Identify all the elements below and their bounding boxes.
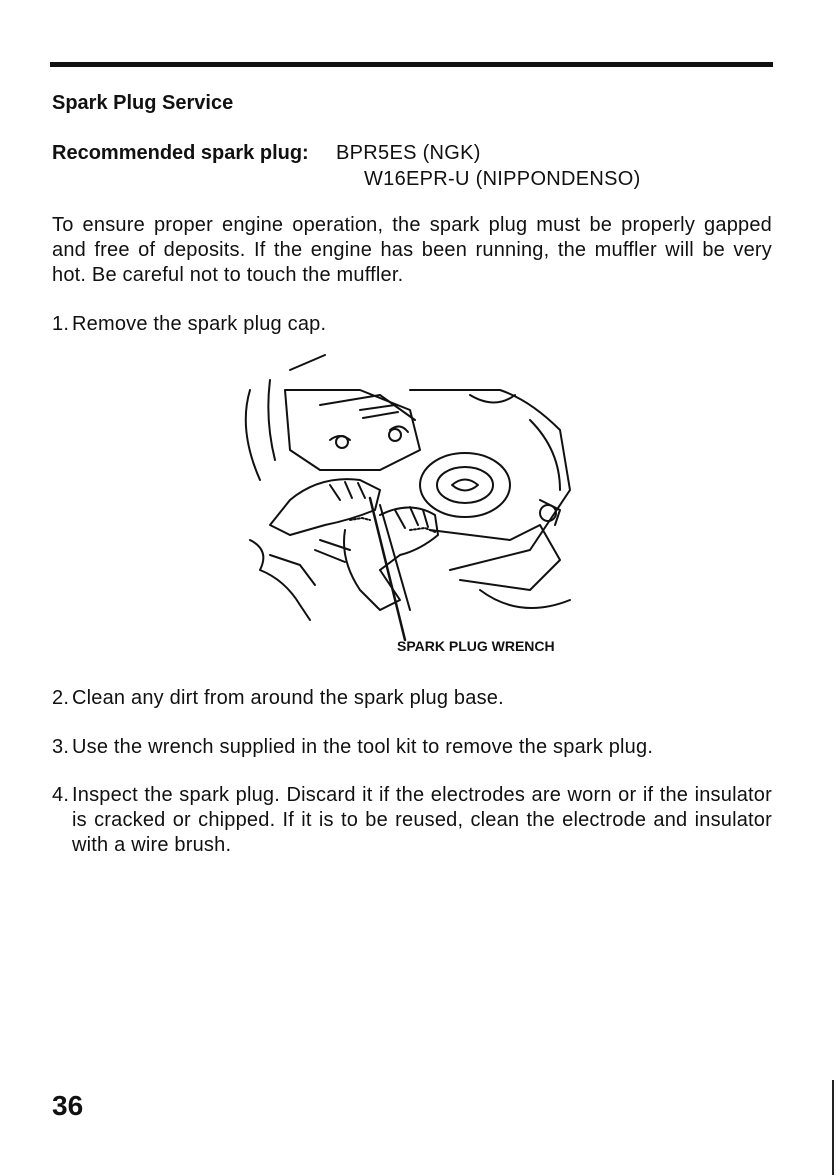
- page-number: 36: [52, 1090, 84, 1121]
- step-text: Clean any dirt from around the spark plug base.: [72, 687, 504, 709]
- top-rule: [50, 62, 773, 67]
- step-number: 1.: [52, 313, 70, 335]
- step-text: Remove the spark plug cap.: [72, 313, 327, 335]
- intro-paragraph: To ensure proper engine operation, the spark plug must be properly gapped and free of deposits. If the engine has been running, the muffler will be very hot. Be careful not to touch the muffler.: [52, 214, 772, 286]
- recommended-plug-label: Recommended spark plug:: [52, 142, 309, 164]
- step-3: [52, 735, 653, 760]
- scan-edge-line: [832, 1080, 834, 1175]
- step-text: Use the wrench supplied in the tool kit to remove the spark plug.: [72, 736, 654, 758]
- step-number: 3.: [52, 736, 70, 758]
- step-number: 2.: [52, 687, 70, 709]
- recommended-plug-ngk: BPR5ES (NGK): [336, 142, 481, 164]
- spark-plug-removal-illustration: [230, 350, 590, 650]
- step-2: [52, 686, 504, 711]
- step-text: Inspect the spark plug. Discard it if the electrodes are worn or if the insulator is cracked or chipped. If it is to be reused, clean the electrode and insulator with a wire brush.: [72, 784, 772, 856]
- recommended-plug-nippondenso: W16EPR-U (NIPPONDENSO): [364, 168, 641, 190]
- step-number: 4.: [52, 784, 70, 806]
- figure-caption: SPARK PLUG WRENCH: [397, 638, 555, 654]
- step-1: [52, 312, 326, 337]
- step-4: [52, 783, 772, 858]
- section-heading: Spark Plug Service: [52, 92, 234, 114]
